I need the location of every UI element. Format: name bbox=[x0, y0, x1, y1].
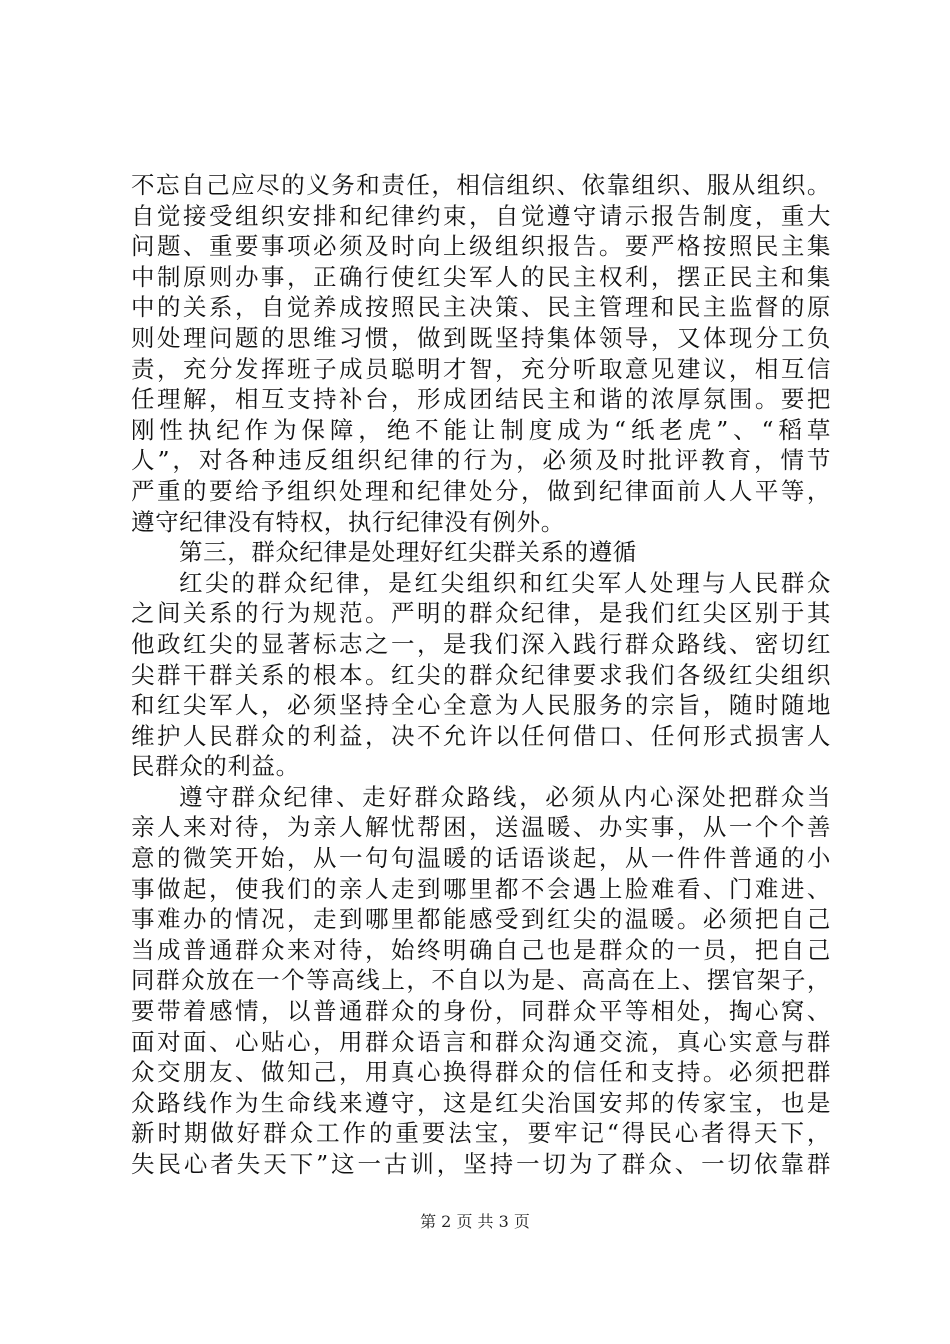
text-line: 刚性执纪作为保障，绝不能让制度成为“纸老虎”、“稻草 bbox=[131, 415, 831, 444]
text-line: 人”，对各种违反组织纪律的行为，必须及时批评教育，情节 bbox=[131, 446, 831, 475]
page-footer: 第 2 页 共 3 页 bbox=[420, 1212, 530, 1231]
text-line: 要带着感情，以普通群众的身份，同群众平等相处，掏心窝、 bbox=[131, 997, 831, 1026]
text-line: 事做起，使我们的亲人走到哪里都不会遇上脸难看、门难进、 bbox=[131, 874, 831, 903]
text-line: 当成普通群众来对待，始终明确自己也是群众的一员，把自己 bbox=[131, 935, 831, 964]
text-line: 不忘自己应尽的义务和责任，相信组织、依靠组织、服从组织。 bbox=[131, 171, 831, 199]
text-line: 面对面、心贴心，用群众语言和群众沟通交流，真心实意与群 bbox=[131, 1027, 831, 1056]
text-line: 亲人来对待，为亲人解忧帮困，送温暖、办实事，从一个个善 bbox=[131, 813, 831, 842]
text-line: 众交朋友、做知己，用真心换得群众的信任和支持。必须把群 bbox=[131, 1058, 831, 1087]
text-line: 任理解，相互支持补台，形成团结民主和谐的浓厚氛围。要把 bbox=[131, 385, 831, 414]
text-line: 民群众的利益。 bbox=[131, 752, 300, 781]
text-line: 中的关系，自觉养成按照民主决策、民主管理和民主监督的原 bbox=[131, 293, 831, 322]
section-heading: 第三，群众纪律是处理好红尖群关系的遵循 bbox=[179, 538, 637, 567]
text-line: 自觉接受组织安排和纪律约束，自觉遵守请示报告制度，重大 bbox=[131, 201, 831, 230]
text-line: 众路线作为生命线来遵守，这是红尖治国安邦的传家宝，也是 bbox=[131, 1088, 831, 1117]
text-line: 红尖的群众纪律，是红尖组织和红尖军人处理与人民群众 bbox=[179, 568, 831, 597]
text-line: 事难办的情况，走到哪里都能感受到红尖的温暖。必须把自己 bbox=[131, 905, 831, 934]
text-line: 新时期做好群众工作的重要法宝，要牢记“得民心者得天下， bbox=[131, 1119, 831, 1148]
body-text bbox=[131, 170, 831, 1180]
text-line: 同群众放在一个等高线上，不自以为是、高高在上、摆官架子， bbox=[131, 966, 831, 995]
text-line: 他政红尖的显著标志之一，是我们深入践行群众路线、密切红 bbox=[131, 629, 831, 658]
text-line: 问题、重要事项必须及时向上级组织报告。要严格按照民主集 bbox=[131, 232, 831, 261]
text-line: 遵守群众纪律、走好群众路线，必须从内心深处把群众当 bbox=[179, 782, 831, 811]
text-line: 遵守纪律没有特权，执行纪律没有例外。 bbox=[131, 507, 565, 536]
text-line: 意的微笑开始，从一句句温暖的话语谈起，从一件件普通的小 bbox=[131, 844, 831, 873]
text-line: 严重的要给予组织处理和纪律处分，做到纪律面前人人平等， bbox=[131, 476, 831, 505]
text-line: 维护人民群众的利益，决不允许以任何借口、任何形式损害人 bbox=[131, 721, 831, 750]
text-line: 则处理问题的思维习惯，做到既坚持集体领导，又体现分工负 bbox=[131, 323, 831, 352]
text-line: 中制原则办事，正确行使红尖军人的民主权利，摆正民主和集 bbox=[131, 262, 831, 291]
text-line: 之间关系的行为规范。严明的群众纪律，是我们红尖区别于其 bbox=[131, 599, 831, 628]
text-line: 责，充分发挥班子成员聪明才智，充分听取意见建议，相互信 bbox=[131, 354, 831, 383]
text-line: 失民心者失天下”这一古训，坚持一切为了群众、一切依靠群 bbox=[131, 1150, 831, 1178]
text-line: 和红尖军人，必须坚持全心全意为人民服务的宗旨，随时随地 bbox=[131, 691, 831, 720]
text-line: 尖群干群关系的根本。红尖的群众纪律要求我们各级红尖组织 bbox=[131, 660, 831, 689]
